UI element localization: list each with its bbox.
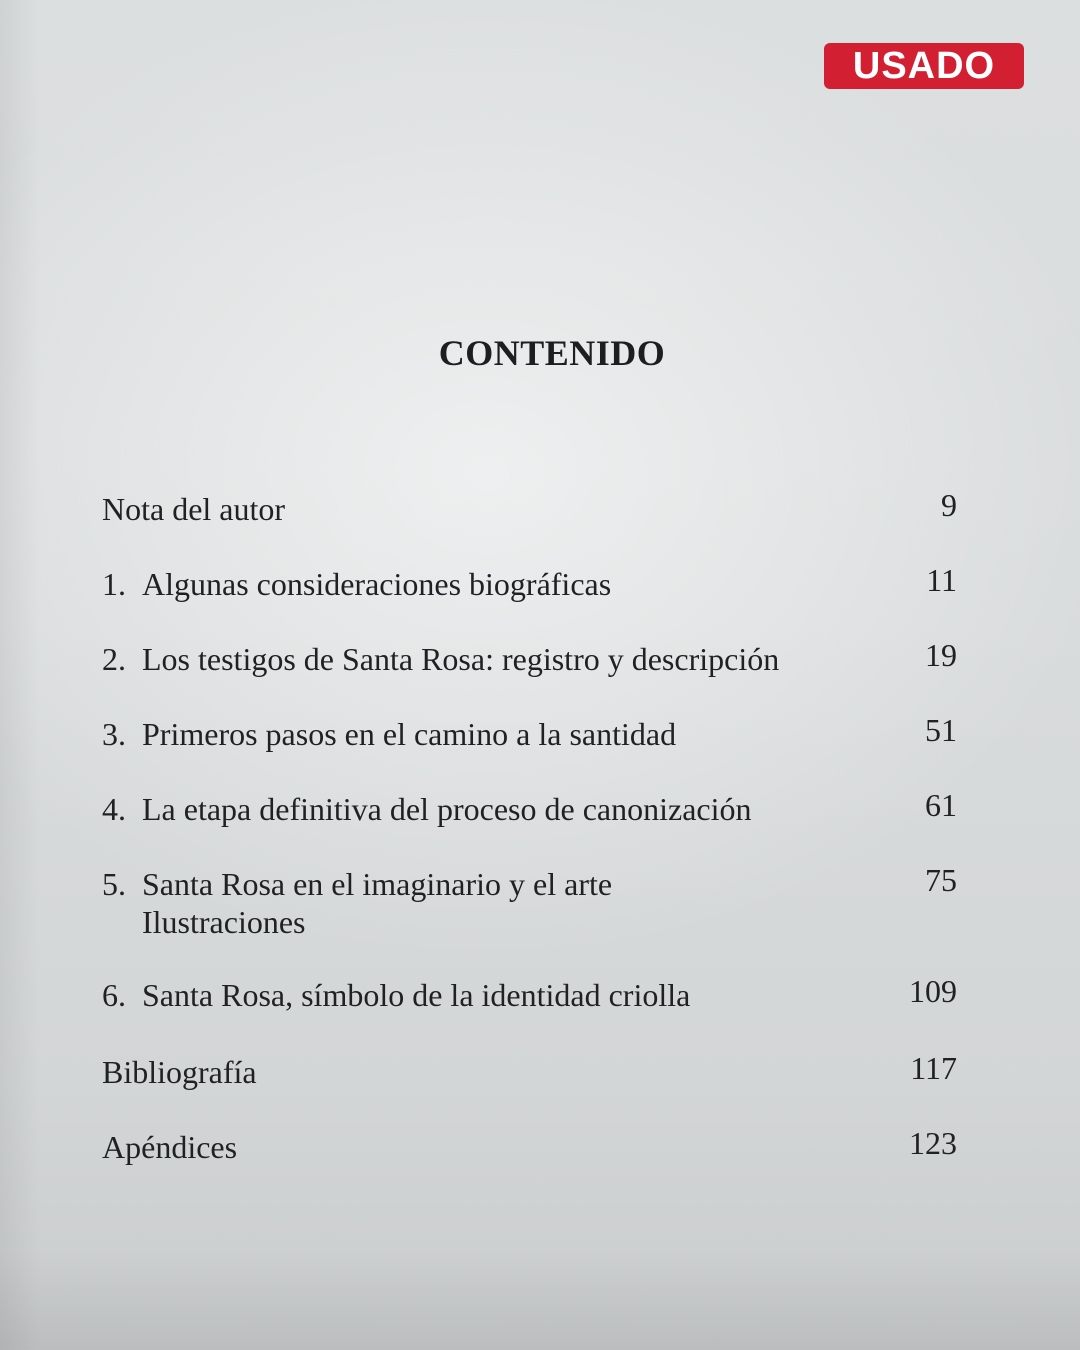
toc-entry-title: Bibliografía [102,1054,257,1090]
toc-entry-page: 9 [941,487,957,523]
toc-entry-title: Los testigos de Santa Rosa: registro y descripción [142,641,780,677]
table-of-contents [102,0,962,1350]
toc-entry-page: 19 [925,637,957,673]
toc-entry-title: La etapa definitiva del proceso de canonización [142,791,752,827]
toc-entry-page: 51 [925,712,957,748]
toc-entry-number: 4. [102,791,126,827]
toc-entry-page: 123 [909,1125,957,1161]
toc-entry-page: 11 [926,562,957,598]
toc-entry-title: Apéndices [102,1129,238,1165]
toc-entry-title: Algunas consideraciones biográficas [142,566,612,602]
page-title: CONTENIDO [438,333,666,373]
toc-entry-page: 117 [910,1050,957,1086]
toc-entry-number: 5. [102,866,126,902]
toc-entry-number: 6. [102,977,126,1013]
used-badge: USADO [824,43,1024,89]
toc-entry-title: Santa Rosa en el imaginario y el arte [142,866,613,902]
toc-entry-title: Nota del autor [102,491,286,527]
toc-entry-number: 3. [102,716,126,752]
toc-entry-title: Santa Rosa, símbolo de la identidad criolla [142,977,691,1013]
toc-entry-page: 75 [925,862,957,898]
page-shadow-left [0,0,40,1350]
toc-entry-page: 61 [925,787,957,823]
toc-entry-page: 109 [909,973,957,1009]
toc-entry-number: 1. [102,566,126,602]
toc-entry-subtitle: Ilustraciones [142,904,306,940]
toc-entry-title: Primeros pasos en el camino a la santidad [142,716,677,752]
toc-entry-number: 2. [102,641,126,677]
